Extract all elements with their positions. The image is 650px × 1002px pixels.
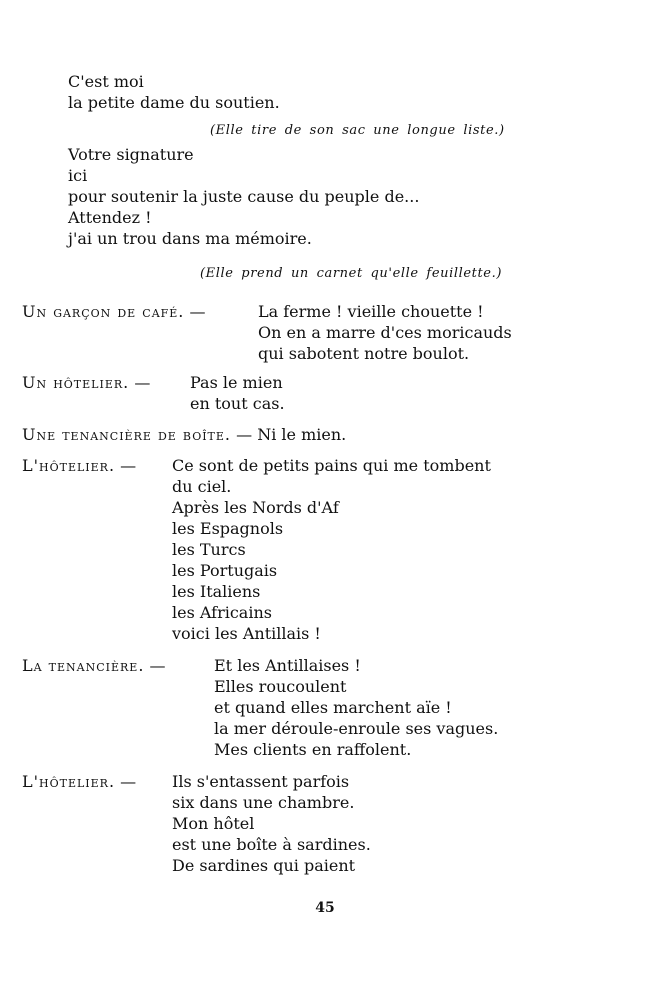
verse-line: Ce sont de petits pains qui me tombent [172,456,491,475]
speech-block [22,425,346,445]
verse-line: la mer déroule-enroule ses vagues. [214,719,499,738]
verse-line: Et les Antillaises ! [214,656,361,675]
speech-block [22,656,166,676]
verse-line: j'ai un trou dans ma mémoire. [68,229,312,248]
dash: — [120,772,137,791]
speaker-name: L'hôtelier. [22,772,116,791]
verse-line: du ciel. [172,477,232,496]
verse-line: De sardines qui paient [172,856,356,875]
speaker-name: Un hôtelier. [22,373,130,392]
speech-block [22,373,150,393]
verse-line: ici [68,166,88,185]
verse-line: pour soutenir la juste cause du peuple de... [68,187,420,206]
verse-line: en tout cas. [190,394,285,413]
verse-line: les Portugais [172,561,278,580]
speaker-name: Un garçon de café. [22,302,185,321]
verse-line: C'est moi [68,72,144,91]
speech-block [22,772,136,792]
dash: — [236,425,253,444]
speech-block [22,456,136,476]
verse-line: six dans une chambre. [172,793,355,812]
verse-line: Attendez ! [68,208,152,227]
verse-line: Elles roucoulent [214,677,347,696]
verse-line: Votre signature [68,145,194,164]
page-number: 45 [315,900,335,916]
speech-block [22,302,206,322]
verse-line: La ferme ! vieille chouette ! [258,302,484,321]
verse-line: qui sabotent notre boulot. [258,344,470,363]
verse-line: les Africains [172,603,272,622]
dash: — [120,456,137,475]
verse-line: les Italiens [172,582,261,601]
verse-line: On en a marre d'ces moricauds [258,323,512,342]
speaker-name: L'hôtelier. [22,456,116,475]
dash: — [189,302,206,321]
verse-line: est une boîte à sardines. [172,835,371,854]
verse-line: Ni le mien. [257,425,347,444]
verse-line: la petite dame du soutien. [68,93,280,112]
speaker-name: La tenancière. [22,656,145,675]
stage-direction: (Elle prend un carnet qu'elle feuillette.) [200,266,502,281]
stage-direction: (Elle tire de son sac une longue liste.) [210,123,505,138]
verse-line: et quand elles marchent aïe ! [214,698,452,717]
verse-line: les Turcs [172,540,246,559]
verse-line: voici les Antillais ! [172,624,321,643]
verse-line: Pas le mien [190,373,283,392]
verse-line: les Espagnols [172,519,284,538]
verse-line: Après les Nords d'Af [172,498,339,517]
verse-line: Mon hôtel [172,814,255,833]
speaker-name: Une tenancière de boîte. [22,425,232,444]
dash: — [134,373,151,392]
verse-line: Ils s'entassent parfois [172,772,350,791]
verse-line: Mes clients en raffolent. [214,740,412,759]
dash: — [149,656,166,675]
